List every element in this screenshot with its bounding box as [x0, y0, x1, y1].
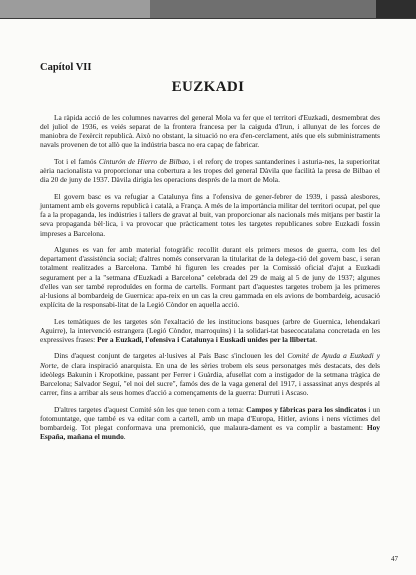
paragraph — [40, 405, 380, 442]
text-run: D'altres targetes d'aquest Comité són les que tenen com a tema: — [54, 404, 247, 414]
paragraph — [40, 113, 380, 150]
paragraph — [40, 157, 380, 184]
paragraph — [40, 317, 380, 344]
document-page — [0, 22, 416, 575]
text-run: Algunes es van fer amb material fotogràfic recollit durant els primers mesos de guerra, com les del departament d'assistència social; d'altres només conservaran la titularitat de la delega-ció del govern basc, i seran totalment realitzades a Barcelona. També hi figuren les creades per la Comissió oficial d'ajut a Euzkadi segurament per a la "setmana d'Euzkadi a Barcelona" celebrada del 29 de maig al 5 de juny de 1937; algunes d'elles van ser també reproduïdes en forma de cartells. Formant part d'aquestes targetes trobem ja les primeres al·lusions al bombardeig de Guernica: apa-reix en un cas la creu gammada en els avions de bombardeig, acusació explícita de la responsabi-litat de la Legió Còndor en aquella acció. — [40, 245, 380, 309]
text-run: Les temàtiques de les targetes són l'exaltació de les institucions basques (arbre de Guernica, lehendakari Aguirre), la intervenció estrangera (Legió Còndor, marroquins) i la solidari-tat basecocatalana concretada en les expressives frases: — [40, 316, 380, 344]
italic-text: Comité de Ayuda a Euzkadi y Norte — [40, 351, 380, 370]
paragraph — [40, 245, 380, 309]
chapter-title: EUZKADI — [171, 79, 245, 95]
text-run: El govern basc es va refugiar a Catalunya fins a l'ofensiva de gener-febrer de 1939, i passà alesbores, juntament amb els governs republicà i català, a França. A més de la importància militar del territori ocupat, pel que fa a la propaganda, les indústries i tallers de gravat al buit, van proporcionar als nacionals més mitjans per bastir la seva propaganda bèl·lica, i va provocar que pràcticament totes les targetes republicanes sobre Euzkadi fossin impreses a Barcelona. — [40, 191, 380, 238]
text-run: La ràpida acció de les columnes navarres del general Mola va fer que el territori d'Euzkadi, desmembrat des del juliol de 1936, es veiés separat de la frontera francesa per la caiguda d'Irun, i allunyat de les forces de maniobra de l'exèrcit republicà. Això no obstant, la situació no era d'en-cerclament, atès que els subministraments navals provenen de tot allò que la indústria basca no era capaç de fabricar. — [40, 113, 380, 150]
text-run: Tot i el famós — [54, 157, 99, 167]
text-run: i un fotomuntatge, que també es va editar com a cartell, amb un mapa d'Europa, Hitler, avions i nens víctimes del bombardeig. Tot plegat conformava una premonició, que malaura-dament es va complir a bastament: — [40, 404, 380, 432]
paragraph — [40, 192, 380, 238]
bold-text: Per a Euzkadi, l'ofensiva i Catalunya i Euskadi unides per la llibertat — [97, 334, 316, 344]
chapter-label: Capítol VII — [40, 62, 92, 73]
body-text — [40, 113, 380, 441]
bold-text: Hoy España, mañana el mundo — [40, 422, 380, 442]
paragraph — [40, 351, 380, 397]
text-run: , de clara inspiració anarquista. En una de les sèries trobem els seus personatges més destacats, des dels ideòlegs Bakunin i Kropotkine, passant per Ferrer i Guàrdia, afusellat com a instigador de la setmana tràgica de Barcelona; Salvador Seguí, "el noi del sucre", famós des de la vaga general del 1917, i assassinat anys després al carrer, fins a arribar als seus homes d'acció a començaments de la guerra: Durruti i Ascaso. — [40, 360, 380, 398]
bold-text: Campos y fàbricas para los sindicatos — [246, 404, 367, 414]
scan-top-edge — [0, 0, 416, 19]
page-number: 47 — [391, 555, 398, 563]
italic-text: Cinturón de Hierro de Bilbao — [98, 157, 189, 167]
text-run: . — [315, 334, 318, 344]
text-run: Dins d'aquest conjunt de targetes al·lusives al País Basc s'inclouen les del — [54, 351, 288, 361]
text-run: . — [123, 432, 126, 442]
text-run: , i el reforç de tropes santanderines i asturia-nes, la superioritat aèria nacionalista va proporcionar una cobertura a les tropes del general Dàvila que facilità la presa de Bilbao el dia 20 de juny de 1937. Dàvila dirigia les operacions després de la mort de Mola. — [40, 157, 380, 185]
